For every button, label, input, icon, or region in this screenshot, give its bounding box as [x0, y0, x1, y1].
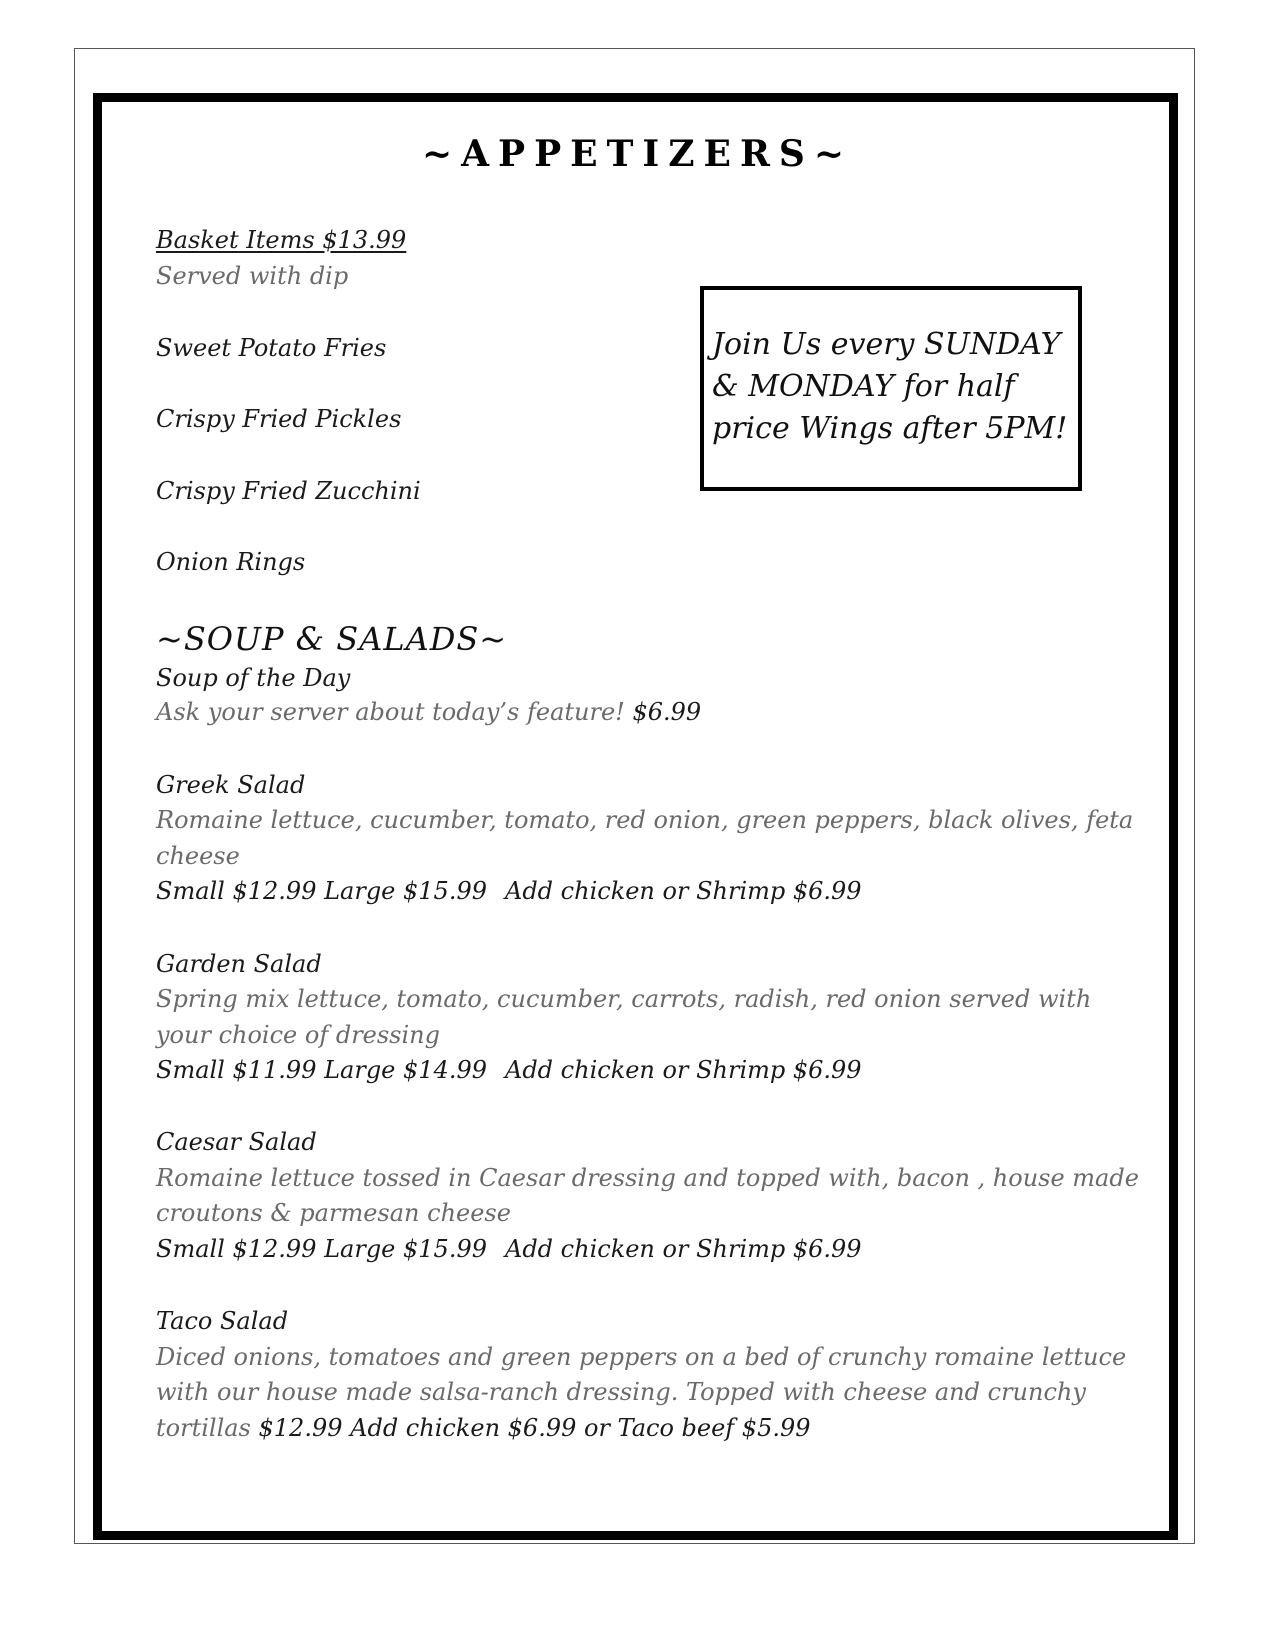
soup-name: Soup of the Day — [156, 664, 351, 692]
appetizer-item: Crispy Fried Zucchini — [156, 477, 421, 505]
garden-salad-prices — [156, 1056, 862, 1084]
basket-items-heading: Basket Items $13.99 — [156, 226, 407, 254]
taco-salad-desc-1: Diced onions, tomatoes and green peppers on a bed of crunchy romaine lettuce — [156, 1343, 1127, 1371]
caesar-salad-desc-2: croutons & parmesan cheese — [156, 1199, 511, 1227]
taco-salad-prices: $12.99 Add chicken $6.99 or Taco beef $5.99 — [258, 1414, 811, 1442]
greek-salad-prices — [156, 877, 862, 905]
garden-salad-desc-2: your choice of dressing — [156, 1021, 440, 1049]
garden-salad-addon: Add chicken or Shrimp $6.99 — [504, 1056, 862, 1084]
page-title: ~APPETIZERS~ — [421, 133, 854, 175]
appetizer-item: Onion Rings — [156, 548, 306, 576]
taco-salad-name: Taco Salad — [156, 1307, 289, 1335]
caesar-salad-addon: Add chicken or Shrimp $6.99 — [504, 1235, 862, 1263]
soup-desc: Ask your server about today’s feature! — [156, 698, 625, 726]
soup-salads-heading: ~SOUP & SALADS~ — [156, 620, 508, 658]
caesar-salad-sizes: Small $12.99 Large $15.99 — [156, 1235, 487, 1263]
greek-salad-desc-1: Romaine lettuce, cucumber, tomato, red onion, green peppers, black olives, feta — [156, 806, 1134, 834]
soup-desc-line — [156, 698, 701, 726]
taco-salad-desc-3 — [156, 1414, 811, 1442]
basket-items-note: Served with dip — [156, 262, 349, 290]
taco-salad-desc-3-text: tortillas — [156, 1414, 251, 1442]
appetizer-item: Sweet Potato Fries — [156, 334, 387, 362]
promo-text: Join Us every SUNDAY & MONDAY for half price Wings after 5PM! — [712, 327, 1068, 446]
taco-salad-desc-2: with our house made salsa-ranch dressing. Topped with cheese and crunchy — [156, 1378, 1086, 1406]
caesar-salad-prices — [156, 1235, 862, 1263]
greek-salad-sizes: Small $12.99 Large $15.99 — [156, 877, 487, 905]
soup-price: $6.99 — [632, 698, 702, 726]
greek-salad-addon: Add chicken or Shrimp $6.99 — [504, 877, 862, 905]
promo-box — [700, 286, 1082, 491]
caesar-salad-desc-1: Romaine lettuce tossed in Caesar dressing and topped with, bacon , house made — [156, 1164, 1139, 1192]
greek-salad-name: Greek Salad — [156, 771, 306, 799]
garden-salad-desc-1: Spring mix lettuce, tomato, cucumber, carrots, radish, red onion served with — [156, 985, 1092, 1013]
greek-salad-desc-2: cheese — [156, 842, 240, 870]
caesar-salad-name: Caesar Salad — [156, 1128, 317, 1156]
garden-salad-sizes: Small $11.99 Large $14.99 — [156, 1056, 487, 1084]
appetizer-item: Crispy Fried Pickles — [156, 405, 402, 433]
garden-salad-name: Garden Salad — [156, 950, 322, 978]
